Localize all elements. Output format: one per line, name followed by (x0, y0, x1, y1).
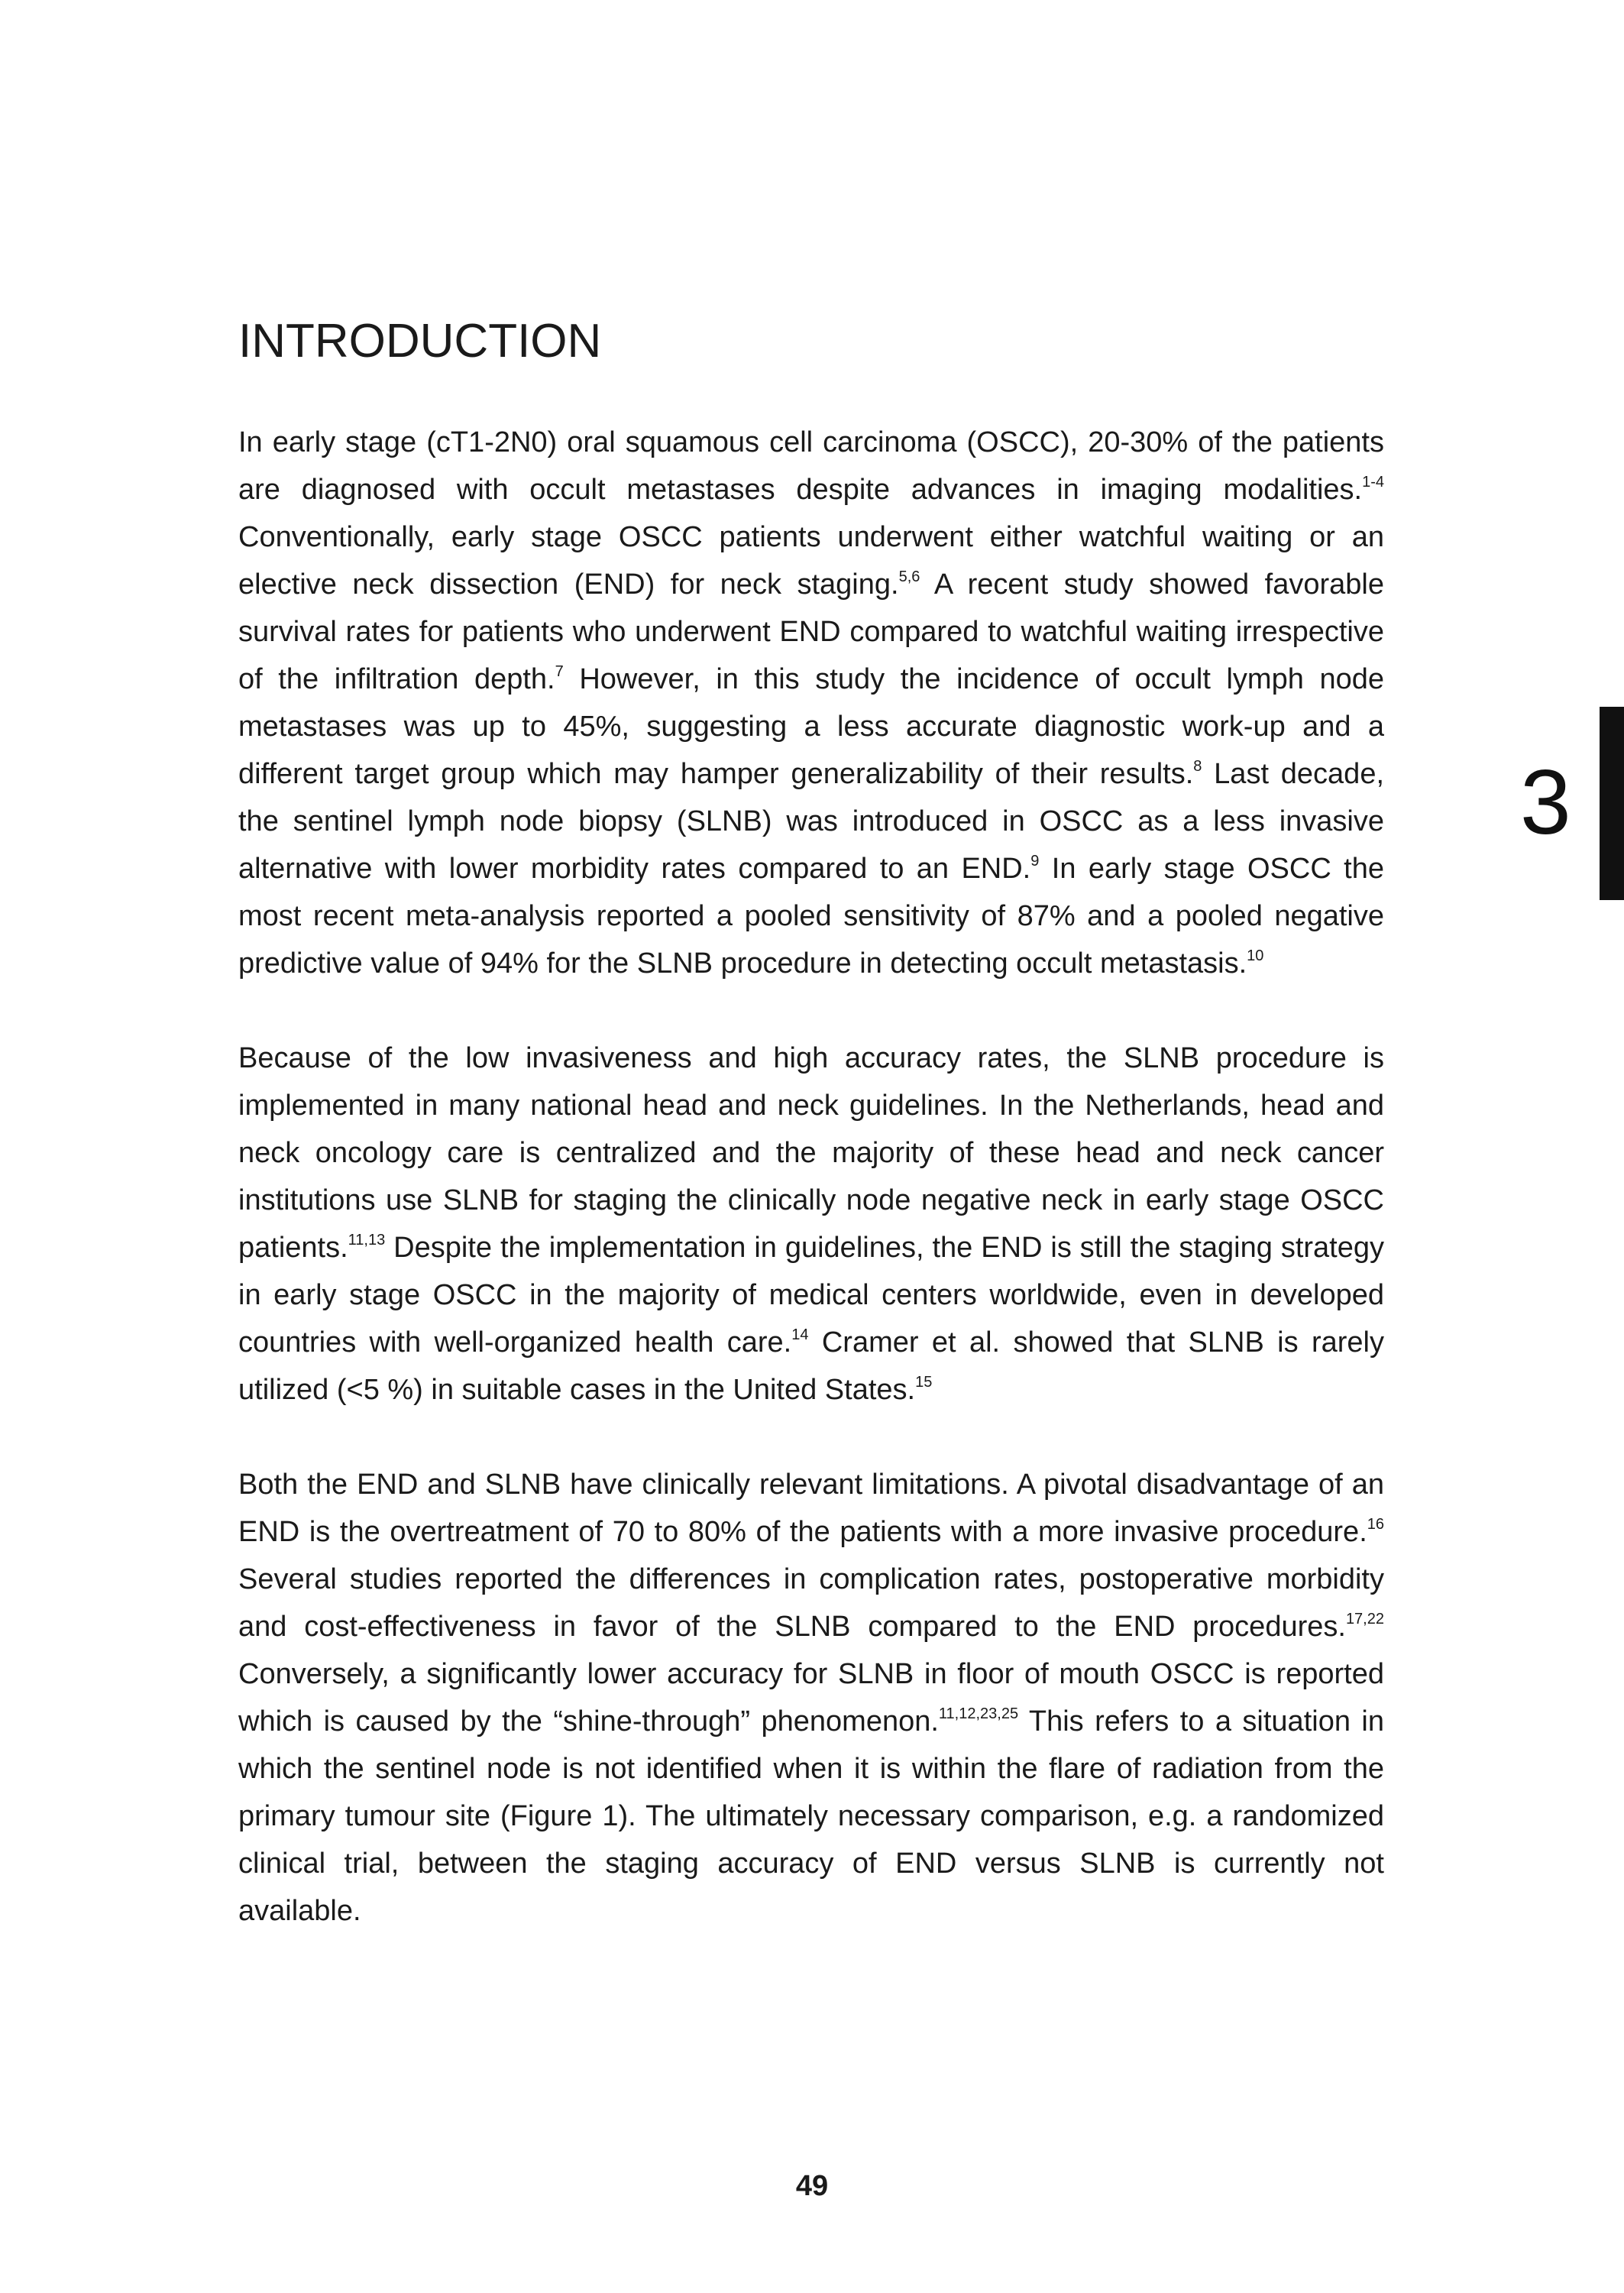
citation-ref: 15 (915, 1374, 933, 1391)
paragraph-1 (238, 419, 1384, 987)
citation-ref: 8 (1193, 758, 1202, 775)
text-run: Because of the low invasiveness and high accuracy rates, the SLNB procedure is implemented in many national head and neck guidelines. In the Netherlands, head and neck oncology care is centralized and the majority of these head and neck cancer institutions use SLNB for staging the clinically node negative neck in early stage OSCC patients. (238, 1042, 1384, 1264)
citation-ref: 14 (791, 1326, 809, 1343)
text-run: In early stage (cT1-2N0) oral squamous cell carcinoma (OSCC), 20-30% of the patients are diagnosed with occult metastases despite advances in imaging modalities. (238, 426, 1384, 506)
citation-ref: 10 (1247, 947, 1264, 964)
citation-ref: 11,12,23,25 (938, 1705, 1019, 1722)
citation-ref: 9 (1030, 853, 1040, 870)
citation-ref: 7 (555, 663, 564, 680)
section-heading: INTRODUCTION (238, 315, 602, 368)
text-run: In early stage OSCC the most recent meta-analysis reported a pooled sensitivity of 87% and a pooled negative predictive value of 94% for the SLNB procedure in detecting occult metastasis. (238, 853, 1384, 980)
citation-ref: 11,13 (348, 1232, 386, 1249)
text-run: This refers to a situation in which the sentinel node is not identified when it is within the flare of radiation from the primary tumour site (Figure 1). The ultimately necessary comparison, e.g. a randomized clinical trial, between the staging accuracy of END versus SLNB is currently not available. (238, 1705, 1384, 1927)
text-run: Despite the implementation in guidelines, the END is still the staging strategy in early stage OSCC in the majority of medical centers worldwide, even in developed countries with well-organized health care. (238, 1232, 1384, 1359)
text-run: However, in this study the incidence of occult lymph node metastases was up to 45%, suggesting a less accurate diagnostic work-up and a different target group which may hamper generalizability of their results. (238, 663, 1384, 790)
body-text (238, 419, 1384, 1982)
text-run: Both the END and SLNB have clinically relevant limitations. A pivotal disadvantage of an END is the overtreatment of 70 to 80% of the patients with a more invasive procedure. (238, 1469, 1384, 1548)
citation-ref: 16 (1367, 1516, 1384, 1533)
chapter-tab-bar (1600, 707, 1624, 900)
text-run: Conventionally, early stage OSCC patients underwent either watchful waiting or an elective neck dissection (END) for neck staging. (238, 521, 1384, 601)
paragraph-3 (238, 1461, 1384, 1935)
citation-ref: 17,22 (1345, 1611, 1384, 1627)
chapter-number: 3 (1520, 751, 1571, 853)
paragraph-2 (238, 1035, 1384, 1414)
text-run: A recent study showed favorable survival rates for patients who underwent END compared to watchful waiting irrespective of the infiltration depth. (238, 568, 1384, 695)
text-run: Cramer et al. showed that SLNB is rarely utilized (<5 %) in suitable cases in the United States. (238, 1326, 1384, 1406)
citation-ref: 1-4 (1362, 474, 1384, 491)
citation-ref: 5,6 (898, 568, 920, 585)
page-number: 49 (795, 2170, 829, 2202)
text-run: Conversely, a significantly lower accuracy for SLNB in floor of mouth OSCC is reported which is caused by the “shine-through” phenomenon. (238, 1658, 1384, 1738)
text-run: Last decade, the sentinel lymph node biopsy (SLNB) was introduced in OSCC as a less invasive alternative with lower morbidity rates compared to an END. (238, 758, 1385, 885)
text-run: Several studies reported the differences in complication rates, postoperative morbidity and cost-effectiveness in favor of the SLNB compared to the END procedures. (238, 1563, 1384, 1643)
